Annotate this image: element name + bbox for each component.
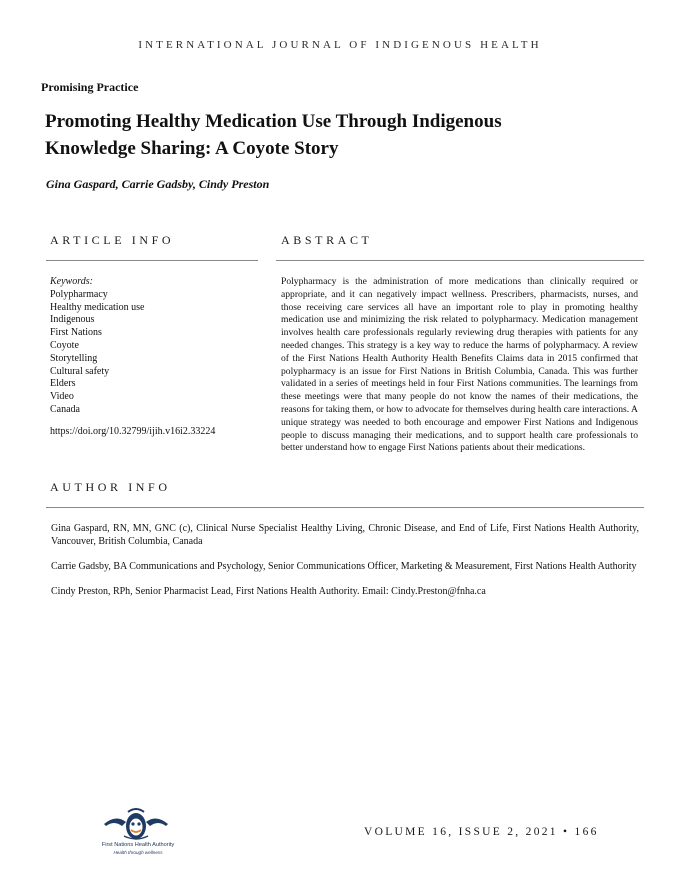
footer-volume: VOLUME 16, ISSUE 2, 2021 • 166	[364, 826, 599, 838]
keyword-item: Cultural safety	[50, 365, 110, 377]
keyword-item: Video	[50, 391, 74, 403]
author-info-block	[51, 522, 639, 610]
abstract-heading: ABSTRACT	[281, 233, 373, 247]
author-affiliation: Gina Gaspard, RN, MN, GNC (c), Clinical Nurse Specialist Healthy Living, Chronic Disease, and End of Life, First Nations Health Authority, Vancouver, British Columbia, Canada	[51, 523, 639, 547]
author-info-rule	[46, 507, 644, 508]
article-info-heading: ARTICLE INFO	[50, 233, 175, 247]
keyword-item: First Nations	[50, 327, 102, 339]
author-info-heading: AUTHOR INFO	[50, 480, 171, 494]
keywords-label: Keywords:	[50, 276, 93, 287]
journal-header: INTERNATIONAL JOURNAL OF INDIGENOUS HEALTH	[138, 39, 542, 51]
keyword-item: Elders	[50, 378, 76, 390]
article-title	[45, 108, 585, 162]
section-type: Promising Practice	[41, 80, 139, 94]
keyword-item: Canada	[50, 403, 80, 415]
title-line-1: Promoting Healthy Medication Use Through Indigenous	[45, 111, 502, 132]
keyword-item: Polypharmacy	[50, 288, 108, 300]
keyword-item: Healthy medication use	[50, 301, 145, 313]
logo-wordmark	[88, 842, 188, 856]
author-list: Gina Gaspard, Carrie Gadsby, Cindy Preston	[46, 177, 270, 191]
keyword-item: Indigenous	[50, 314, 95, 326]
keywords-block	[50, 276, 260, 439]
keyword-item: Coyote	[50, 339, 79, 351]
author-affiliation: Carrie Gadsby, BA Communications and Psychology, Senior Communications Officer, Marketing & Measurement, First Nations Health Authority	[51, 561, 637, 572]
abstract-rule	[276, 260, 644, 261]
keyword-item: Storytelling	[50, 352, 98, 364]
article-info-rule	[46, 260, 258, 261]
abstract-text: Polypharmacy is the administration of more medications than clinically required or appropriate, and it can negatively impact wellness. Prescribers, pharmacists, nurses, and those receiving care services all have an important role to play in promoting healthy medication use and minimizing the risk related to polypharmacy. Medication management involves health care professionals regularly reviewing drug therapies with patients for any needed changes. This strategy is a key way to reduce the harms of polypharmacy. A review of the First Nations Health Authority Health Benefits Claims data in 2015 confirmed that polypharmacy is an issue for First Nations in British Columbia, Canada. This was further validated in a series of meetings held in four First Nations communities. The learnings from these meetings were that many people do not know the names of their medications, the reasons for taking them, or how to advocate for themselves during health care interactions. A unique strategy was needed to both encourage and empower First Nations and Indigenous people to discuss managing their medications, and to support health care professionals to better understand how to engage First Nations patients about their medications.	[281, 276, 638, 454]
author-affiliation: Cindy Preston, RPh, Senior Pharmacist Lead, First Nations Health Authority. Email: Cindy.Preston@fnha.ca	[51, 586, 486, 597]
doi-link[interactable]: https://doi.org/10.32799/ijih.v16i2.33224	[50, 425, 216, 437]
logo-tagline: Health through wellness	[113, 850, 163, 855]
title-line-2: Knowledge Sharing: A Coyote Story	[45, 138, 339, 159]
logo-name: First Nations Health Authority	[101, 842, 175, 848]
